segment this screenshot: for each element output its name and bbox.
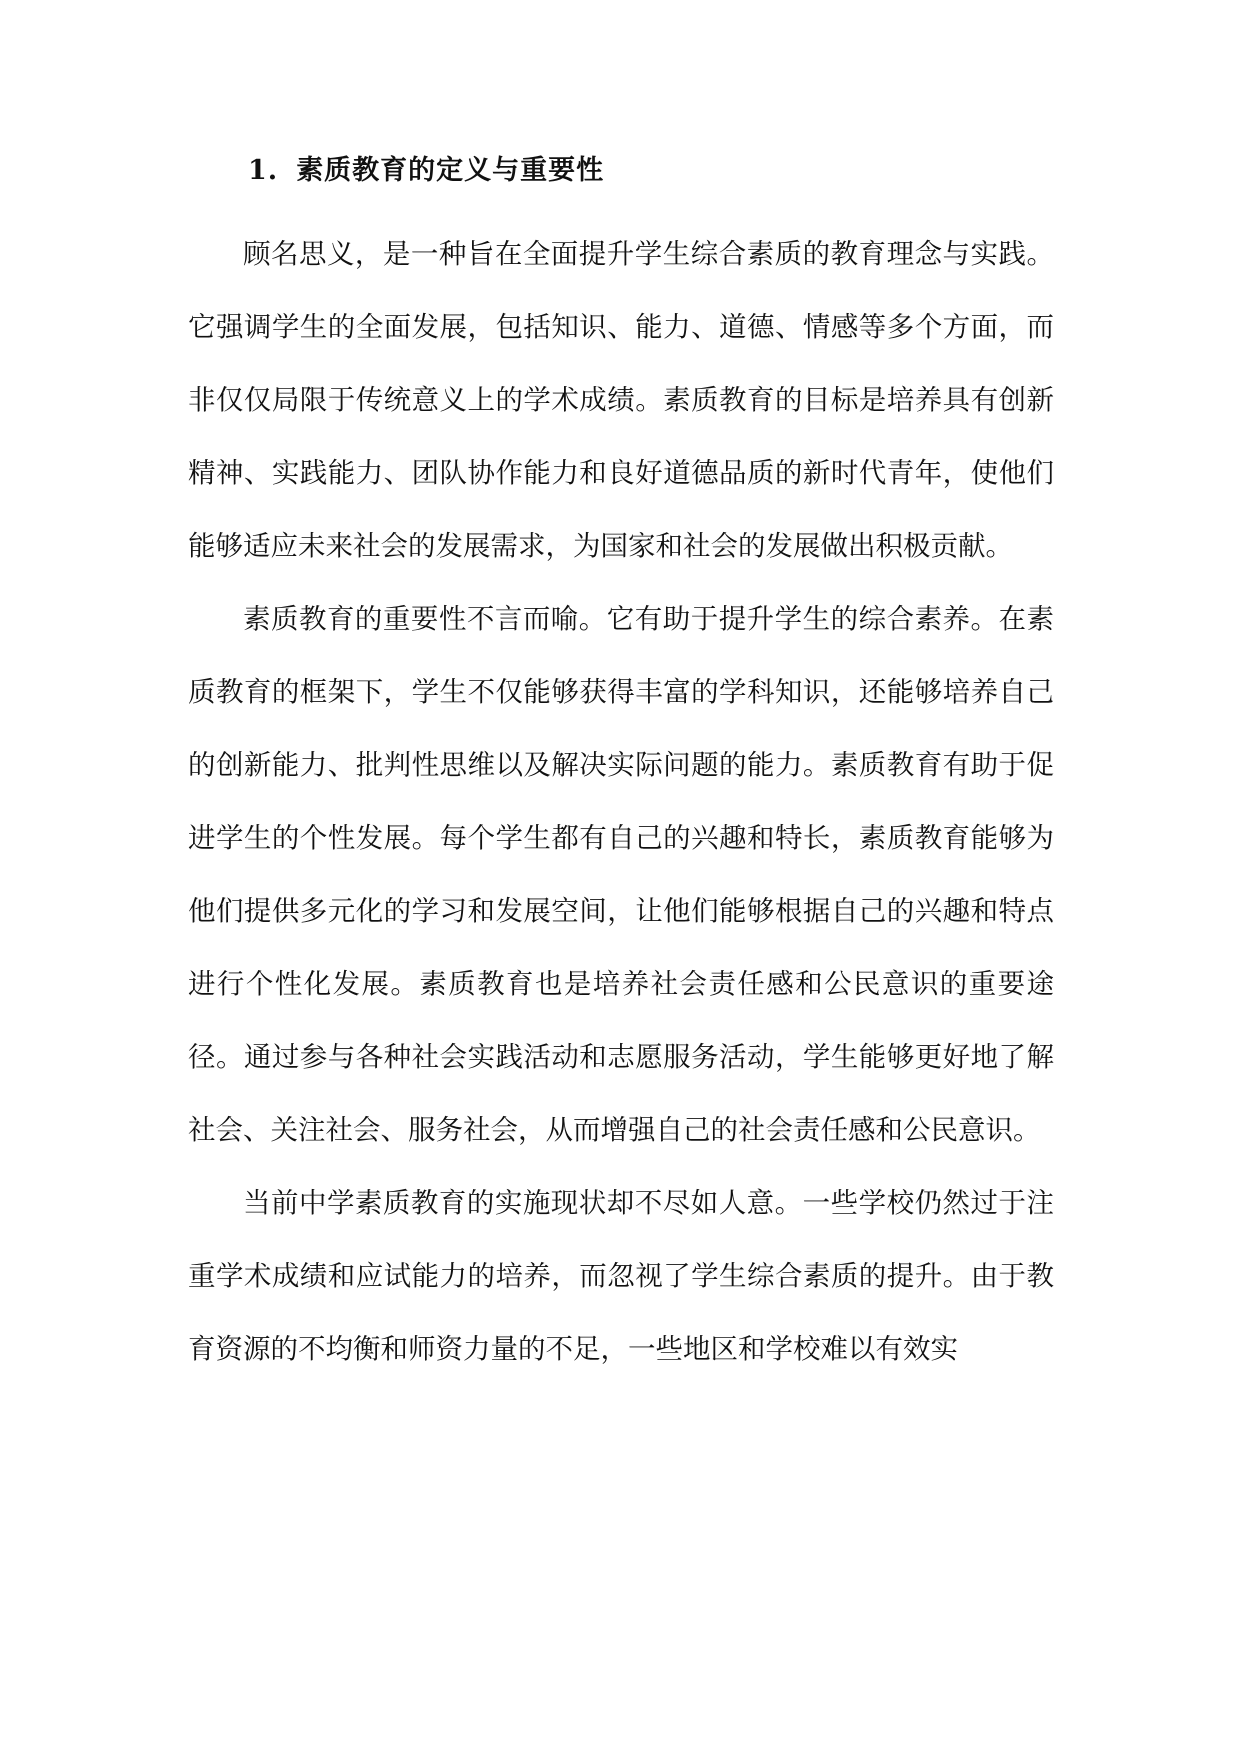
section-number: 1.: [248, 155, 279, 186]
section-title: 素质教育的定义与重要性: [296, 155, 605, 186]
paragraph-importance: 素质教育的重要性不言而喻。它有助于提升学生的综合素养。在素质教育的框架下，学生不仅能够获得丰富的学科知识，还能够培养自己的创新能力、批判性思维以及解决实际问题的能力。素质教育有助于促进学生的个性发展。每个学生都有自己的兴趣和特长，素质教育能够为他们提供多元化的学习和发展空间，让他们能够根据自己的兴趣和特点进行个性化发展。素质教育也是培养社会责任感和公民意识的重要途径。通过参与各种社会实践活动和志愿服务活动，学生能够更好地了解社会、关注社会、服务社会，从而增强自己的社会责任感和公民意识。: [188, 603, 1054, 1146]
section-heading: [248, 146, 1054, 196]
paragraph-definition: 顾名思义，是一种旨在全面提升学生综合素质的教育理念与实践。它强调学生的全面发展，包括知识、能力、道德、情感等多个方面，而非仅仅局限于传统意义上的学术成绩。素质教育的目标是培养具有创新精神、实践能力、团队协作能力和良好道德品质的新时代青年，使他们能够适应未来社会的发展需求，为国家和社会的发展做出积极贡献。: [188, 238, 1054, 562]
document-body: [188, 146, 1054, 1386]
paragraph-current-status: 当前中学素质教育的实施现状却不尽如人意。一些学校仍然过于注重学术成绩和应试能力的培养，而忽视了学生综合素质的提升。由于教育资源的不均衡和师资力量的不足，一些地区和学校难以有效实: [188, 1187, 1054, 1365]
